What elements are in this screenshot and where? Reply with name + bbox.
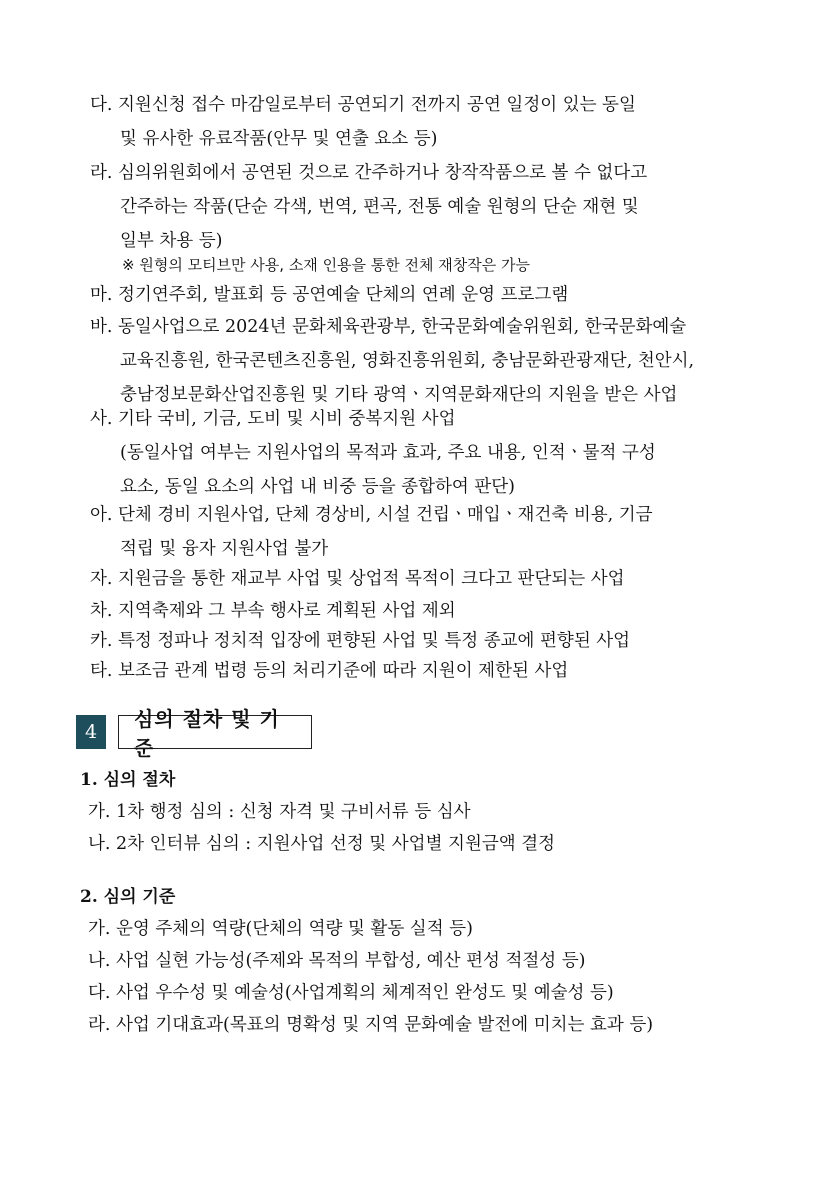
list-item-ba <box>90 310 770 412</box>
text-line: 타. 보조금 관계 법령 등의 처리기준에 따라 지원이 제한된 사업 <box>90 661 569 681</box>
text-line: 다. 지원신청 접수 마감일로부터 공연되기 전까지 공연 일정이 있는 동일 <box>90 95 636 115</box>
list-item-sa <box>90 402 770 504</box>
list-item-ma <box>90 278 770 312</box>
note-text: ※ 원형의 모티브만 사용, 소재 인용을 통한 전체 재창작은 가능 <box>122 256 531 274</box>
section-number-badge: 4 <box>76 715 106 749</box>
list-item-ka <box>90 624 770 658</box>
text-line: 사. 기타 국비, 기금, 도비 및 시비 중복지원 사업 <box>90 409 456 429</box>
list-item-ta <box>90 654 770 688</box>
text-line: 교육진흥원, 한국콘텐츠진흥원, 영화진흥위원회, 충남문화관광재단, 천안시, <box>120 351 695 371</box>
criteria-item: 다. 사업 우수성 및 예술성(사업계획의 체계적인 완성도 및 예술성 등) <box>88 983 614 1003</box>
list-item-da <box>90 88 770 156</box>
criteria-heading: 2. 심의 기준 <box>80 887 176 907</box>
text-line: 충남정보문화산업진흥원 및 기타 광역ㆍ지역문화재단의 지원을 받은 사업 <box>120 385 678 405</box>
text-line: 아. 단체 경비 지원사업, 단체 경상비, 시설 건립ㆍ매입ㆍ재건축 비용, 기금 <box>90 505 653 525</box>
list-item-a <box>90 498 770 566</box>
text-line: 차. 지역축제와 그 부속 행사로 계획된 사업 제외 <box>90 601 456 621</box>
criteria-item: 나. 사업 실현 가능성(주제와 목적의 부합성, 예산 편성 적절성 등) <box>88 951 586 971</box>
text-line: (동일사업 여부는 지원사업의 목적과 효과, 주요 내용, 인적ㆍ물적 구성 <box>120 443 656 463</box>
text-line: 라. 심의위원회에서 공연된 것으로 간주하거나 창작작품으로 볼 수 없다고 <box>90 163 648 183</box>
list-item-ra <box>90 156 770 258</box>
text-line: 적립 및 융자 지원사업 불가 <box>120 539 329 559</box>
criteria-item: 가. 운영 주체의 역량(단체의 역량 및 활동 실적 등) <box>88 919 473 939</box>
text-line: 자. 지원금을 통한 재교부 사업 및 상업적 목적이 크다고 판단되는 사업 <box>90 569 625 589</box>
procedure-item: 나. 2차 인터뷰 심의 : 지원사업 선정 및 사업별 지원금액 결정 <box>88 834 556 854</box>
text-line: 바. 동일사업으로 2024년 문화체육관광부, 한국문화예술위원회, 한국문화예술 <box>90 317 687 337</box>
criteria-item: 라. 사업 기대효과(목표의 명확성 및 지역 문화예술 발전에 미치는 효과 등) <box>88 1015 654 1035</box>
text-line: 요소, 동일 요소의 사업 내 비중 등을 종합하여 판단) <box>120 477 515 497</box>
text-line: 카. 특정 정파나 정치적 입장에 편향된 사업 및 특정 종교에 편향된 사업 <box>90 631 631 651</box>
section-title: 심의 절차 및 기준 <box>118 715 312 749</box>
procedure-item: 가. 1차 행정 심의 : 신청 자격 및 구비서류 등 심사 <box>88 802 471 822</box>
procedure-heading: 1. 심의 절차 <box>80 770 176 790</box>
list-item-ja <box>90 562 770 596</box>
text-line: 일부 차용 등) <box>120 231 223 251</box>
text-line: 및 유사한 유료작품(안무 및 연출 요소 등) <box>120 129 438 149</box>
section-heading <box>76 707 312 760</box>
list-item-cha <box>90 594 770 628</box>
text-line: 간주하는 작품(단순 각색, 번역, 편곡, 전통 예술 원형의 단순 재현 및 <box>120 197 639 217</box>
text-line: 마. 정기연주회, 발표회 등 공연예술 단체의 연례 운영 프로그램 <box>90 285 569 305</box>
